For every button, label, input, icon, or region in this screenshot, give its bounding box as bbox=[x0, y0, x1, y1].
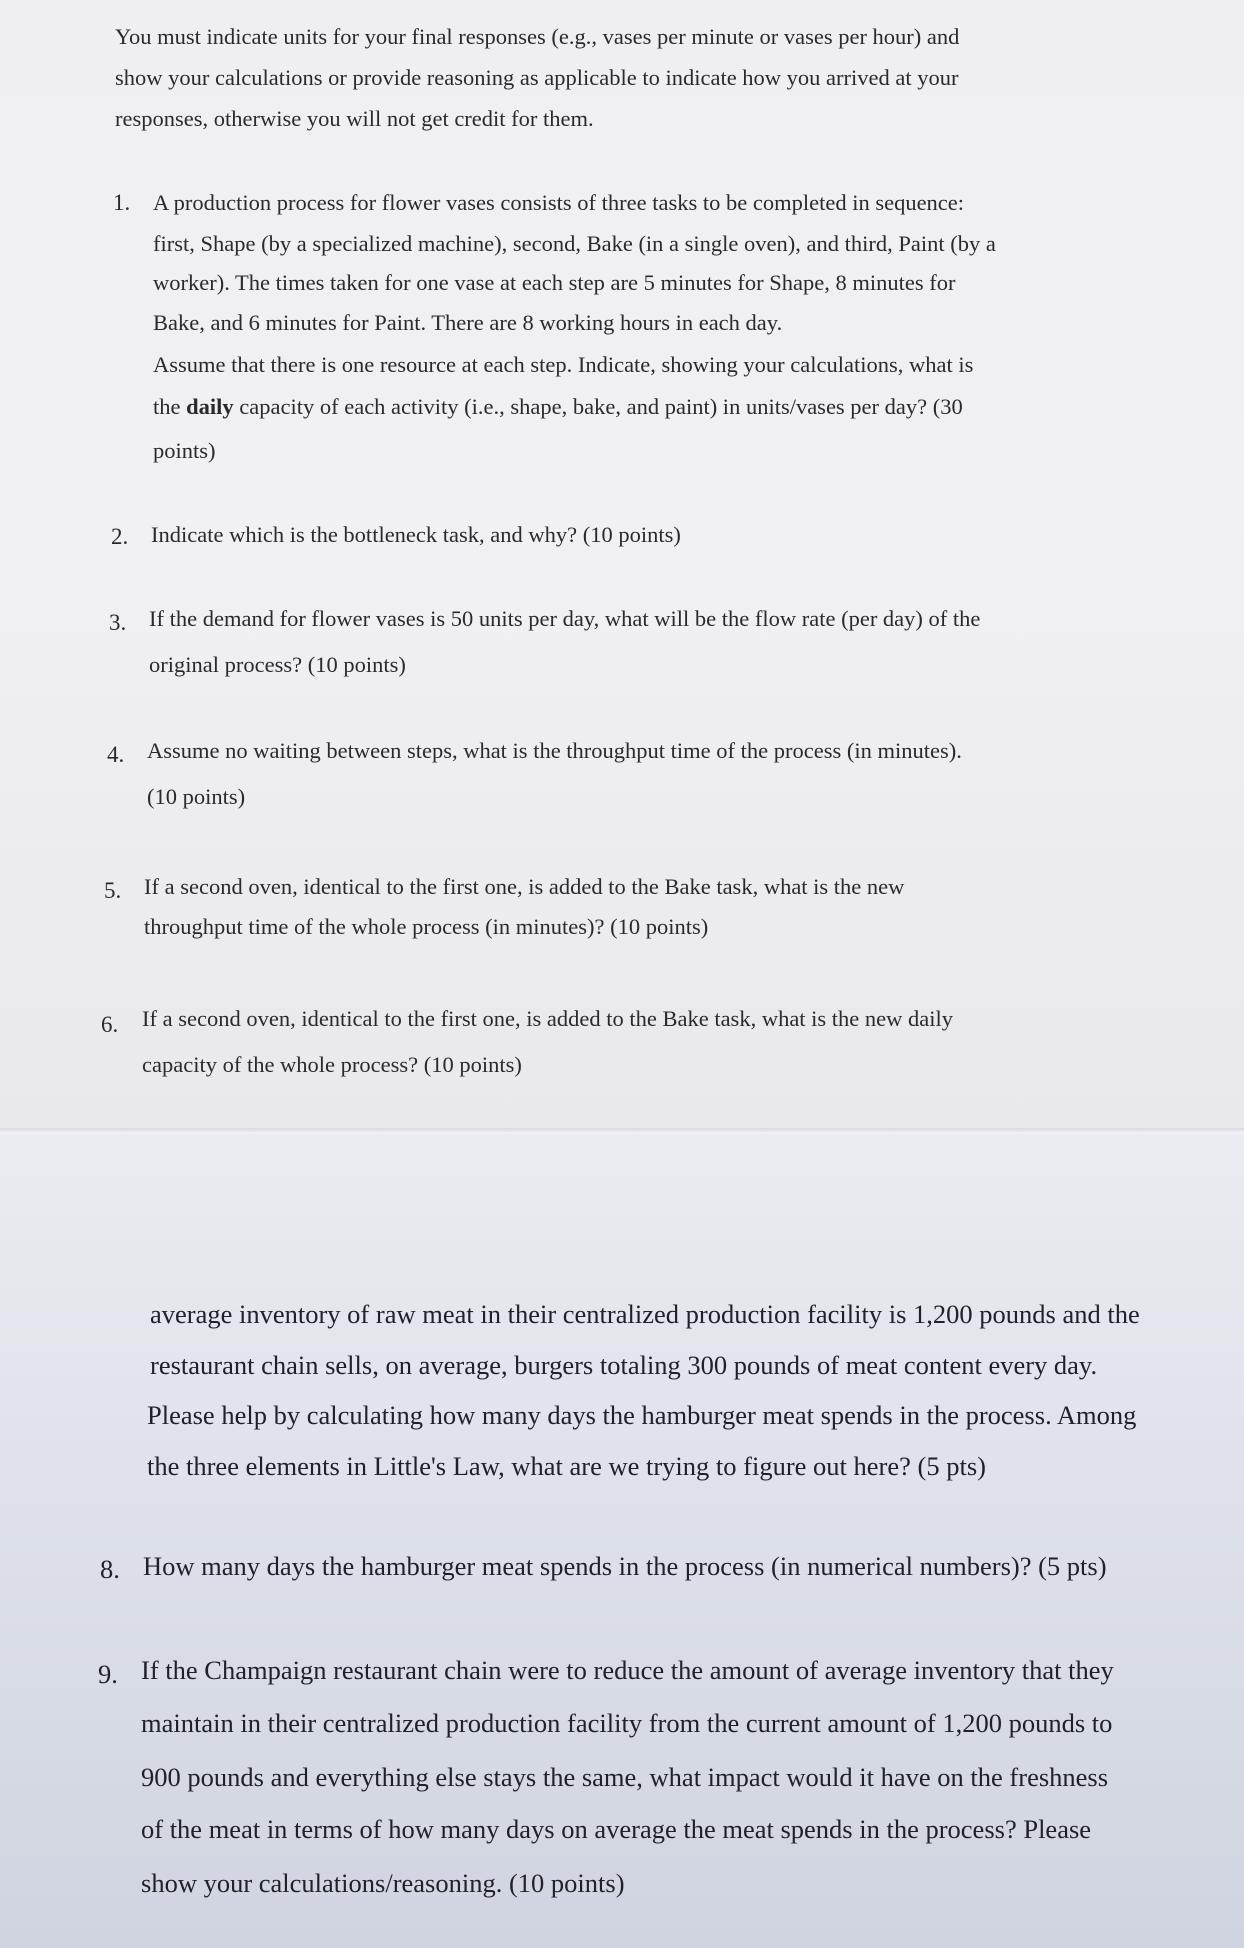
question-number: 2. bbox=[111, 524, 129, 549]
question-9-line: If the Champaign restaurant chain were to reduce the amount of average inventory that they bbox=[141, 1655, 1114, 1685]
question-9-line: show your calculations/reasoning. (10 points) bbox=[141, 1868, 625, 1898]
question-3-line: original process? (10 points) bbox=[149, 652, 406, 677]
question-9-line: 900 pounds and everything else stays the same, what impact would it have on the freshness bbox=[141, 1762, 1109, 1792]
question-1-line: points) bbox=[153, 438, 216, 463]
question-number: 4. bbox=[107, 742, 125, 767]
question-1-line: A production process for flower vases consists of three tasks to be completed in sequence: bbox=[153, 190, 965, 215]
intro-line: You must indicate units for your final responses (e.g., vases per minute or vases per hour) and bbox=[115, 24, 960, 49]
question-3-line: If the demand for flower vases is 50 units per day, what will be the flow rate (per day) of the bbox=[149, 606, 981, 631]
question-1-line: first, Shape (by a specialized machine), second, Bake (in a single oven), and third, Paint (by a bbox=[153, 231, 996, 256]
question-number: 1. bbox=[113, 190, 131, 215]
question-8-line: How many days the hamburger meat spends in the process (in numerical numbers)? (5 pts) bbox=[143, 1551, 1107, 1581]
question-2-line: Indicate which is the bottleneck task, and why? (10 points) bbox=[151, 522, 681, 547]
question-5-line: throughput time of the whole process (in minutes)? (10 points) bbox=[144, 914, 709, 939]
question-number: 3. bbox=[109, 610, 127, 635]
question-6-line: If a second oven, identical to the first one, is added to the Bake task, what is the new daily bbox=[142, 1006, 954, 1031]
question-6-line: capacity of the whole process? (10 points) bbox=[142, 1052, 522, 1077]
question-number: 9. bbox=[98, 1659, 118, 1689]
question-9-line: maintain in their centralized production facility from the current amount of 1,200 pounds to bbox=[141, 1708, 1113, 1738]
intro-line: show your calculations or provide reasoning as applicable to indicate how you arrived at your bbox=[115, 65, 959, 90]
question-number: 6. bbox=[101, 1012, 119, 1037]
bold-daily: daily bbox=[186, 394, 234, 419]
question-4-line: (10 points) bbox=[147, 784, 246, 809]
text-segment: the bbox=[153, 394, 187, 419]
question-1-line bbox=[153, 392, 963, 422]
question-1-line: worker). The times taken for one vase at each step are 5 minutes for Shape, 8 minutes for bbox=[153, 270, 956, 295]
question-1-line: Assume that there is one resource at each step. Indicate, showing your calculations, what is bbox=[153, 352, 974, 377]
question-7-line: restaurant chain sells, on average, burgers totaling 300 pounds of meat content every day. bbox=[150, 1350, 1098, 1380]
question-number: 5. bbox=[104, 878, 122, 903]
question-5-line: If a second oven, identical to the first one, is added to the Bake task, what is the new bbox=[144, 874, 905, 899]
question-number: 8. bbox=[100, 1554, 120, 1584]
question-7-line: Please help by calculating how many days the hamburger meat spends in the process. Among bbox=[147, 1400, 1137, 1430]
intro-line: responses, otherwise you will not get credit for them. bbox=[115, 106, 594, 131]
question-1-line: Bake, and 6 minutes for Paint. There are 8 working hours in each day. bbox=[153, 310, 783, 335]
question-9-line: of the meat in terms of how many days on average the meat spends in the process? Please bbox=[141, 1814, 1092, 1844]
question-7-line: average inventory of raw meat in their centralized production facility is 1,200 pounds and the bbox=[150, 1299, 1140, 1329]
question-7-line: the three elements in Little's Law, what are we trying to figure out here? (5 pts) bbox=[147, 1451, 986, 1481]
text-segment: capacity of each activity (i.e., shape, bake, and paint) in units/vases per day? (30 bbox=[233, 394, 963, 419]
question-4-line: Assume no waiting between steps, what is the throughput time of the process (in minutes). bbox=[147, 738, 962, 763]
